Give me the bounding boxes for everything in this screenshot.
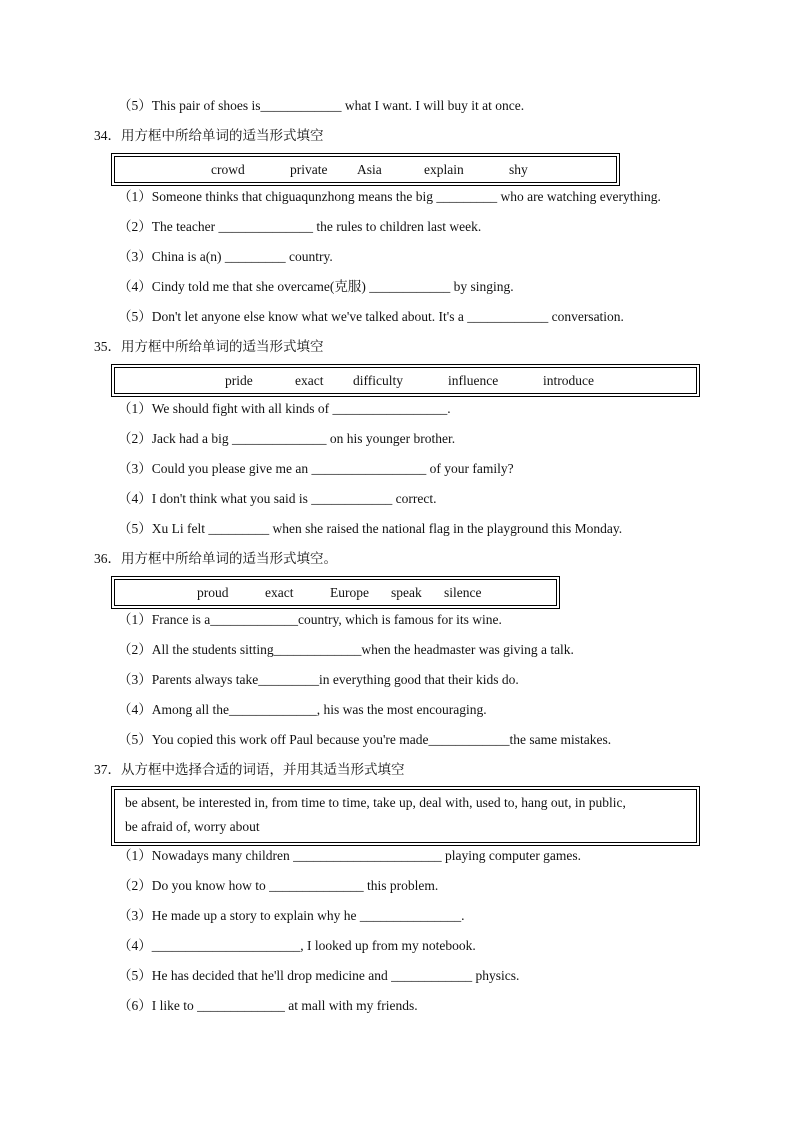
q37-item-5: （5）He has decided that he'll drop medicine and ____________ physics. [118,968,520,983]
q34-item-4: （4）Cindy told me that she overcame(克服) ____________ by singing. [118,279,514,294]
q36-word: silence [444,584,482,600]
q34-word: private [290,161,328,177]
q37-item-4: （4）______________________, I looked up from my notebook. [118,938,476,953]
q35-word: difficulty [353,372,403,388]
q36-word: Europe [330,584,369,600]
q35-word: influence [448,372,499,388]
q34-title: 34．用方框中所给单词的适当形式填空 [94,128,324,143]
q37-phrase-line-1: be absent, be interested in, from time to time, take up, deal with, used to, hang out, in public, [125,795,626,810]
q35-item-1: （1）We should fight with all kinds of _________________. [118,401,451,416]
q34-word: shy [509,161,528,177]
q37-item-3: （3）He made up a story to explain why he _______________. [118,908,465,923]
q35-item-3: （3）Could you please give me an _________________ of your family? [118,461,514,476]
q34-word-box [114,156,617,183]
q37-phrase-box [114,789,697,843]
q35-item-5: （5）Xu Li felt _________ when she raised the national flag in the playground this Monday. [118,521,623,536]
q36-word: speak [391,584,422,600]
q34-word: explain [424,161,464,177]
q37-item-6: （6）I like to _____________ at mall with my friends. [118,998,418,1013]
q37-title: 37．从方框中选择合适的词语，并用其适当形式填空 [94,762,405,777]
q36-item-3: （3）Parents always take_________in everything good that their kids do. [118,672,519,687]
q35-word: exact [295,372,324,388]
q35-item-2: （2）Jack had a big ______________ on his younger brother. [118,431,456,446]
q34-item-2: （2）The teacher ______________ the rules to children last week. [118,219,482,234]
q36-item-1: （1）France is a_____________country, which is famous for its wine. [118,612,502,627]
q34-item-3: （3）China is a(n) _________ country. [118,249,333,264]
q36-word: exact [265,584,294,600]
q36-item-5: （5）You copied this work off Paul because you're made____________the same mistakes. [118,732,612,747]
q34-item-5: （5）Don't let anyone else know what we've talked about. It's a ____________ conversation. [118,309,624,324]
q37-item-2: （2）Do you know how to ______________ this problem. [118,878,439,893]
q35-word: pride [225,372,253,388]
q35-word: introduce [543,372,594,388]
q36-item-2: （2）All the students sitting_____________when the headmaster was giving a talk. [118,642,574,657]
q34-word: Asia [357,161,382,177]
q36-item-4: （4）Among all the_____________, his was the most encouraging. [118,702,487,717]
q34-item-1: （1）Someone thinks that chiguaqunzhong means the big _________ who are watching everything. [118,189,661,204]
q36-title: 36．用方框中所给单词的适当形式填空。 [94,551,337,566]
q34-word: crowd [211,161,245,177]
q37-item-1: （1）Nowadays many children ______________________ playing computer games. [118,848,582,863]
q35-title: 35．用方框中所给单词的适当形式填空 [94,339,324,354]
q35-item-4: （4）I don't think what you said is ____________ correct. [118,491,437,506]
q35-word-box [114,367,697,394]
q33-item-5: （5）This pair of shoes is____________ what I want. I will buy it at once. [118,98,525,113]
q37-phrase-line-2: be afraid of, worry about [125,819,260,834]
q36-word: proud [197,584,229,600]
q36-word-box [114,579,557,606]
